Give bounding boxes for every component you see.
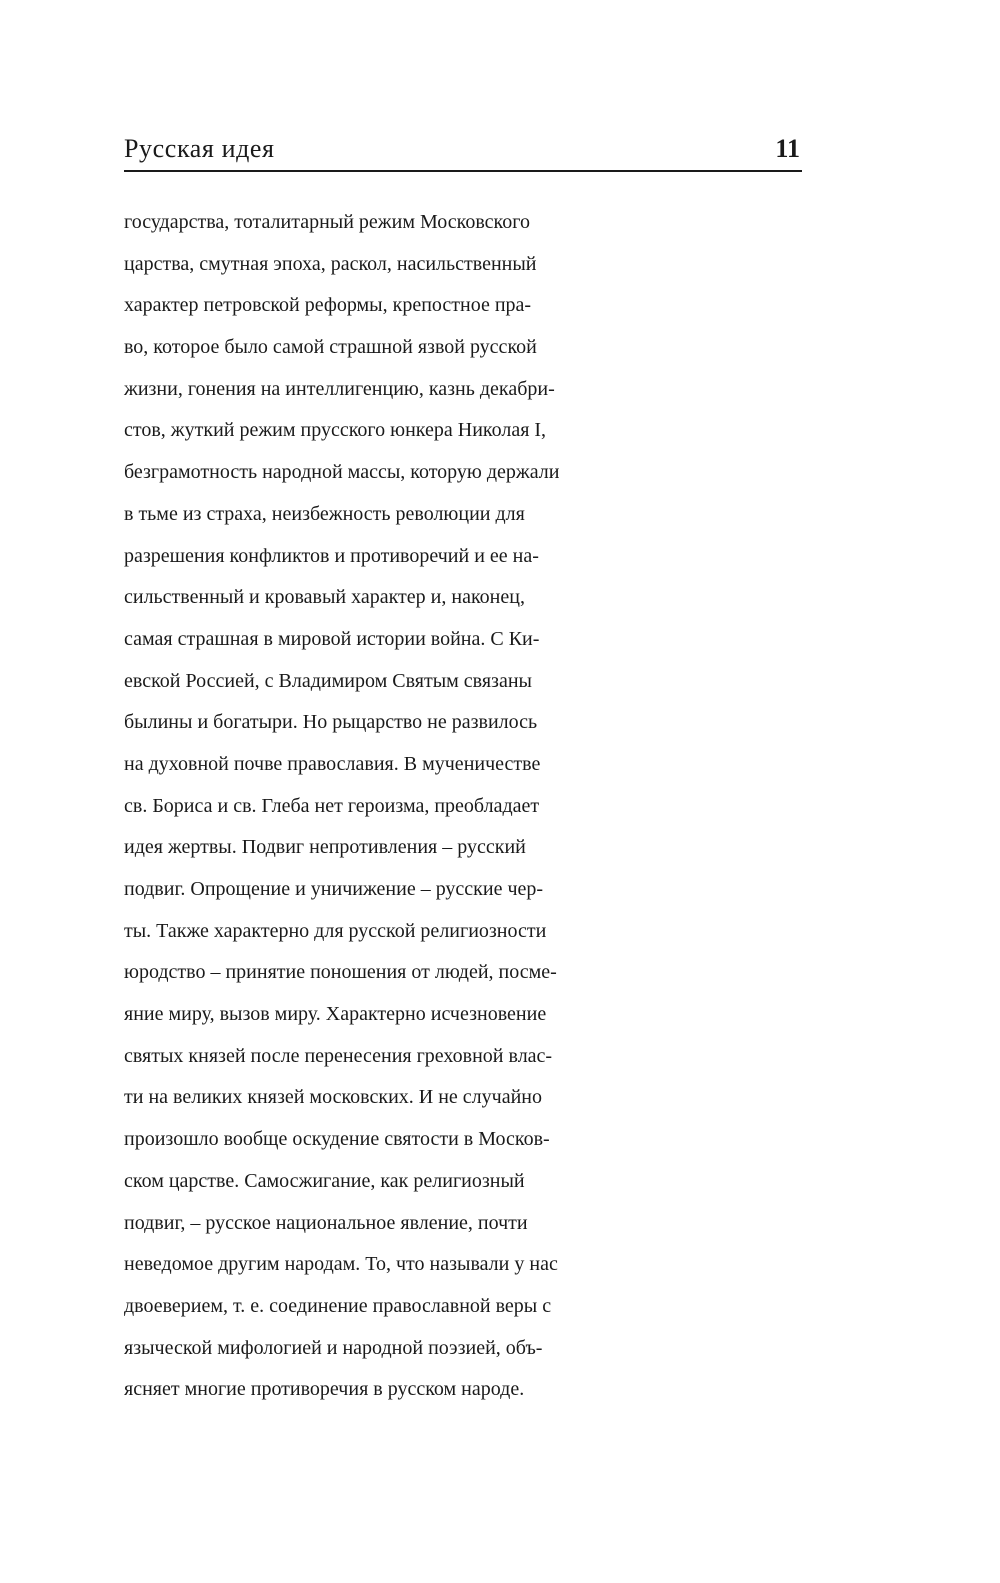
text-line: стов, жуткий режим прусского юнкера Николая I,: [124, 419, 547, 442]
text-line: идея жертвы. Подвиг непротивления – русский: [124, 836, 526, 859]
page-number: 11: [775, 134, 800, 163]
text-line: былины и богатыри. Но рыцарство не развилось: [124, 711, 538, 734]
header-rule: [124, 170, 802, 172]
text-line: характер петровской реформы, крепостное пра-: [124, 294, 532, 317]
text-line: юродство – принятие поношения от людей, посме-: [124, 961, 557, 984]
text-line: государства, тоталитарный режим Московского: [124, 211, 530, 233]
text-line: царства, смутная эпоха, раскол, насильственный: [124, 252, 537, 275]
text-line: евской Россией, с Владимиром Святым связаны: [124, 669, 532, 692]
text-line: разрешения конфликтов и противоречий и ее на-: [124, 544, 539, 567]
text-line: на духовной почве православия. В мученичестве: [124, 752, 541, 775]
text-line: ясняет многие противоречия в русском народе.: [124, 1378, 525, 1401]
body-text: [124, 202, 802, 1411]
text-line: подвиг. Опрощение и уничижение – русские чер-: [124, 878, 544, 900]
running-head: [124, 132, 802, 170]
text-line: во, которое было самой страшной язвой русской: [124, 336, 537, 359]
text-line: святых князей после перенесения греховной влас-: [124, 1044, 553, 1067]
text-line: безграмотность народной массы, которую держали: [124, 461, 560, 484]
text-line: языческой мифологией и народной поэзией, объ-: [124, 1336, 543, 1359]
text-line: двоеверием, т. е. соединение православной веры с: [124, 1294, 552, 1317]
text-line: ты. Также характерно для русской религиозности: [124, 919, 547, 942]
text-line: произошло вообще оскудение святости в Москов-: [124, 1128, 550, 1151]
text-line: ском царстве. Самосжигание, как религиозный: [124, 1169, 525, 1192]
text-line: подвиг, – русское национальное явление, почти: [124, 1211, 528, 1234]
text-line: самая страшная в мировой истории война. С Ки-: [124, 627, 540, 650]
text-line: ти на великих князей московских. И не случайно: [124, 1086, 543, 1109]
text-line: сильственный и кровавый характер и, наконец,: [124, 586, 525, 609]
text-line: жизни, гонения на интеллигенцию, казнь декабри-: [124, 377, 555, 400]
running-title: Русская идея: [124, 134, 275, 163]
text-line: яние миру, вызов миру. Характерно исчезновение: [124, 1003, 547, 1026]
text-line: в тьме из страха, неизбежность революции для: [124, 502, 525, 525]
text-line: неведомое другим народам. То, что называли у нас: [124, 1253, 558, 1276]
text-line: св. Бориса и св. Глеба нет героизма, преобладает: [124, 794, 540, 817]
